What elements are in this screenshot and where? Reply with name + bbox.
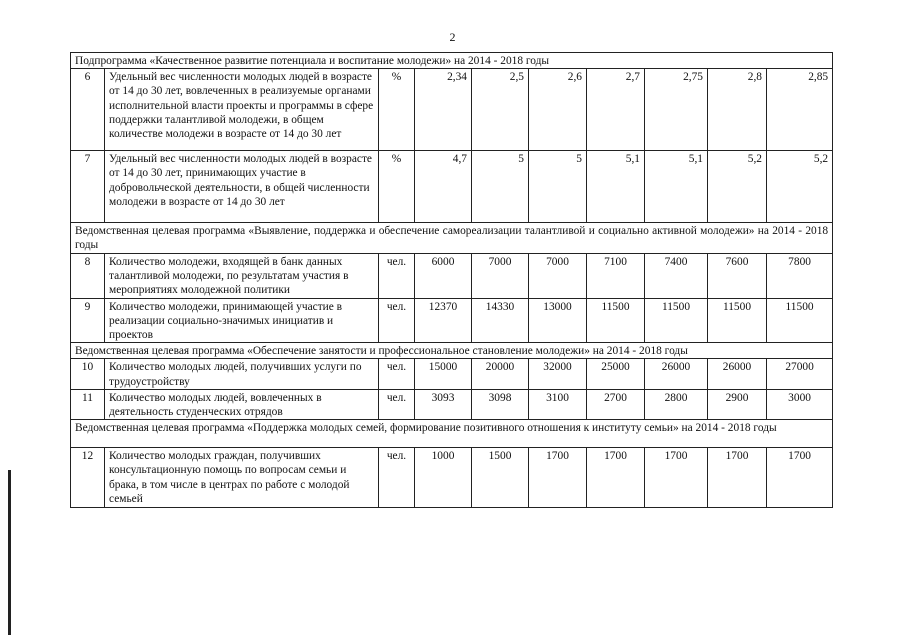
table-row xyxy=(71,389,833,419)
indicator-description: Удельный вес численности молодых людей в возрасте от 14 до 30 лет, вовлеченных в реализуемые органами исполнительной власти проекты и программы в сфере поддержки талантливой молодежи, в общем количестве молодежи в возрасте от 14 до 30 лет xyxy=(105,69,379,151)
value-cell: 6000 xyxy=(415,253,472,298)
value-cell: 2,7 xyxy=(587,69,645,151)
value-cell: 26000 xyxy=(645,359,708,389)
indicator-description: Количество молодых людей, вовлеченных в деятельность студенческих отрядов xyxy=(105,389,379,419)
value-cell: 4,7 xyxy=(415,151,472,223)
value-cell: 7800 xyxy=(767,253,833,298)
unit-cell: чел. xyxy=(379,448,415,508)
value-cell: 11500 xyxy=(645,298,708,343)
value-cell: 20000 xyxy=(472,359,529,389)
value-cell: 27000 xyxy=(767,359,833,389)
value-cell: 1700 xyxy=(767,448,833,508)
indicator-description: Количество молодых людей, получивших услуги по трудоустройству xyxy=(105,359,379,389)
value-cell: 7100 xyxy=(587,253,645,298)
section-header-row xyxy=(71,343,833,359)
unit-cell: чел. xyxy=(379,389,415,419)
row-number: 6 xyxy=(71,69,105,151)
value-cell: 3093 xyxy=(415,389,472,419)
value-cell: 5,1 xyxy=(587,151,645,223)
table-row xyxy=(71,448,833,508)
indicator-description: Количество молодежи, принимающей участие в реализации социально-значимых инициатив и проектов xyxy=(105,298,379,343)
value-cell: 5 xyxy=(529,151,587,223)
unit-cell: чел. xyxy=(379,359,415,389)
value-cell: 3100 xyxy=(529,389,587,419)
row-number: 8 xyxy=(71,253,105,298)
section-title: Ведомственная целевая программа «Выявление, поддержка и обеспечение самореализации талантливой и социально активной молодежи» на 2014 - 2018 годы xyxy=(71,223,833,253)
value-cell: 5,2 xyxy=(708,151,767,223)
value-cell: 2,6 xyxy=(529,69,587,151)
value-cell: 2,85 xyxy=(767,69,833,151)
value-cell: 5,1 xyxy=(645,151,708,223)
indicator-description: Количество молодежи, входящей в банк данных талантливой молодежи, по результатам участия в мероприятиях молодежной политики xyxy=(105,253,379,298)
section-title: Подпрограмма «Качественное развитие потенциала и воспитание молодежи» на 2014 - 2018 годы xyxy=(71,53,833,69)
value-cell: 25000 xyxy=(587,359,645,389)
table-body xyxy=(71,53,833,508)
unit-cell: чел. xyxy=(379,253,415,298)
section-header-row xyxy=(71,420,833,448)
value-cell: 1000 xyxy=(415,448,472,508)
value-cell: 2900 xyxy=(708,389,767,419)
row-number: 12 xyxy=(71,448,105,508)
value-cell: 3098 xyxy=(472,389,529,419)
indicators-table xyxy=(70,52,833,508)
unit-cell: чел. xyxy=(379,298,415,343)
table-row xyxy=(71,359,833,389)
value-cell: 14330 xyxy=(472,298,529,343)
value-cell: 11500 xyxy=(708,298,767,343)
value-cell: 2800 xyxy=(645,389,708,419)
value-cell: 5,2 xyxy=(767,151,833,223)
section-title: Ведомственная целевая программа «Поддержка молодых семей, формирование позитивного отношения к институту семьи» на 2014 - 2018 годы xyxy=(71,420,833,448)
value-cell: 2,5 xyxy=(472,69,529,151)
value-cell: 7000 xyxy=(472,253,529,298)
value-cell: 13000 xyxy=(529,298,587,343)
value-cell: 26000 xyxy=(708,359,767,389)
value-cell: 32000 xyxy=(529,359,587,389)
value-cell: 1700 xyxy=(529,448,587,508)
unit-cell: % xyxy=(379,69,415,151)
value-cell: 15000 xyxy=(415,359,472,389)
table-row xyxy=(71,151,833,223)
row-number: 11 xyxy=(71,389,105,419)
value-cell: 1700 xyxy=(708,448,767,508)
row-number: 10 xyxy=(71,359,105,389)
value-cell: 12370 xyxy=(415,298,472,343)
row-number: 9 xyxy=(71,298,105,343)
section-header-row xyxy=(71,53,833,69)
value-cell: 1700 xyxy=(587,448,645,508)
value-cell: 1500 xyxy=(472,448,529,508)
value-cell: 2,8 xyxy=(708,69,767,151)
table-row xyxy=(71,69,833,151)
value-cell: 2,34 xyxy=(415,69,472,151)
value-cell: 2700 xyxy=(587,389,645,419)
row-number: 7 xyxy=(71,151,105,223)
value-cell: 7400 xyxy=(645,253,708,298)
value-cell: 2,75 xyxy=(645,69,708,151)
indicator-description: Удельный вес численности молодых людей в возрасте от 14 до 30 лет, принимающих участие в добровольческой деятельности, в общей численности молодежи в возрасте от 14 до 30 лет xyxy=(105,151,379,223)
value-cell: 11500 xyxy=(767,298,833,343)
indicator-description: Количество молодых граждан, получивших консультационную помощь по вопросам семьи и брака, в том числе в центрах по работе с молодой семьей xyxy=(105,448,379,508)
value-cell: 3000 xyxy=(767,389,833,419)
value-cell: 7000 xyxy=(529,253,587,298)
value-cell: 11500 xyxy=(587,298,645,343)
value-cell: 5 xyxy=(472,151,529,223)
table-row xyxy=(71,298,833,343)
section-title: Ведомственная целевая программа «Обеспечение занятости и профессиональное становление молодежи» на 2014 - 2018 годы xyxy=(71,343,833,359)
value-cell: 1700 xyxy=(645,448,708,508)
unit-cell: % xyxy=(379,151,415,223)
page-number: 2 xyxy=(449,30,456,44)
table-row xyxy=(71,253,833,298)
value-cell: 7600 xyxy=(708,253,767,298)
section-header-row xyxy=(71,223,833,253)
scan-edge-mark xyxy=(8,470,11,635)
